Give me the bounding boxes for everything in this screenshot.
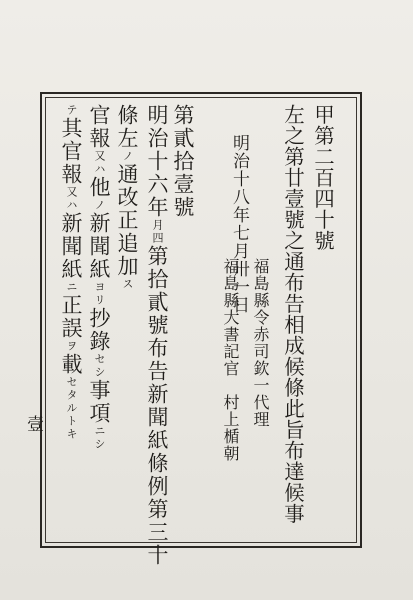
decree-line-1-month: 月 [151,219,164,232]
decree-line-4-kana: ニ [65,281,78,294]
decree-line-1-day: 四 [151,232,164,245]
decree-line-4-part: 正誤 [59,294,83,340]
decree-line-1-part: 第拾貳號布告新聞紙條例第 [145,245,169,521]
decree-line-4-kana: ヲ [65,340,78,353]
signatory-title: 福島縣令赤司欽一代理 [251,258,270,428]
decree-line-4-kana: セタルトキ [65,376,78,441]
decree-line-3-kana: ノ [93,199,106,212]
notice-date: 明治十八年七月卅一日 [229,134,249,314]
decree-line-2-part: 條左 [115,104,139,150]
decree-line-3-kana: セシ [93,353,106,379]
decree-line-1-part: 明治十六年 [145,104,169,219]
decree-line-3 [88,104,109,451]
decree-line-2-part: 通改正追加 [115,163,139,278]
decree-line-1-part: 三十 [145,521,169,567]
decree-line-3-part: 抄錄 [87,307,111,353]
decree-line-3-part: 他 [87,176,111,199]
decree-number: 第貳拾壹號 [171,104,195,219]
decree-line-3-part: 事項 [87,379,111,425]
decree-line-3-part: 官報 [87,104,111,150]
decree-line-3-part: 新聞紙 [87,212,111,281]
decree-line-2 [116,104,137,291]
decree-line-3-kana: ヨリ [93,281,106,307]
decree-line-4-part: 新聞紙 [59,212,83,281]
decree-line-3-kana: 又ハ [93,150,106,176]
folio-number: 壹 [23,415,43,432]
decree-line-4-kana: テ [65,104,78,117]
notice-body-line: 左之第廿壹號之通布告相成候條此旨布達候事 [280,104,305,524]
decree-line-4-kana: 又ハ [65,186,78,212]
decree-line-4-part: 載 [59,353,83,376]
decree-line-2-kana: ス [121,278,134,291]
decree-line-4 [60,104,81,441]
decree-line-1 [146,104,167,567]
decree-line-4-part: 其官報 [59,117,83,186]
signatory-name: 福島縣大書記官 村上楯朝 [221,258,240,462]
notice-number: 甲第二百四十號 [310,104,335,251]
decree-line-3-kana: ニシ [93,425,106,451]
decree-line-2-kana: ノ [121,150,134,163]
